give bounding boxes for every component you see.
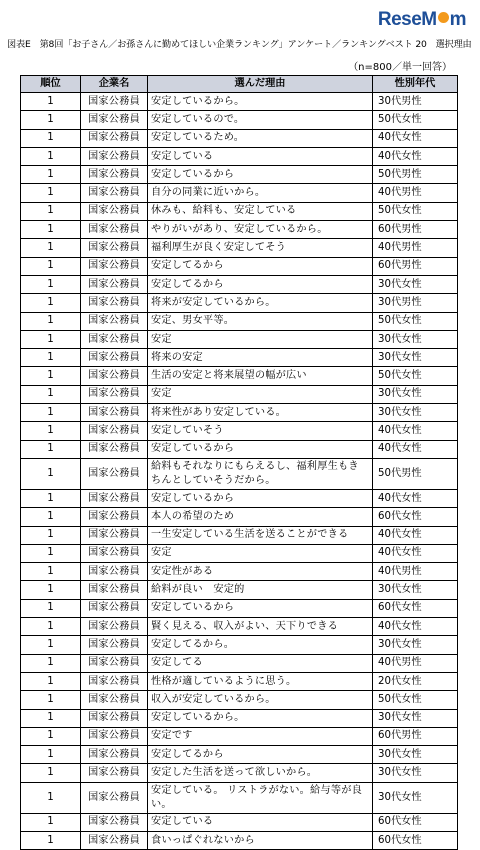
sexage-cell: 40代男性 — [373, 239, 458, 257]
company-cell: 国家公務員 — [81, 275, 148, 293]
reason-cell: 一生安定している生活を送ることができる — [148, 526, 373, 544]
rank-cell: 1 — [21, 129, 81, 147]
sexage-cell: 60代男性 — [373, 257, 458, 275]
sexage-cell: 60代女性 — [373, 599, 458, 617]
reason-cell: 安定 — [148, 330, 373, 348]
company-cell: 国家公務員 — [81, 489, 148, 507]
reason-cell: 安定 — [148, 544, 373, 562]
company-cell: 国家公務員 — [81, 636, 148, 654]
company-cell: 国家公務員 — [81, 257, 148, 275]
table-row — [21, 184, 458, 202]
rank-cell: 1 — [21, 581, 81, 599]
rank-cell: 1 — [21, 526, 81, 544]
company-cell: 国家公務員 — [81, 709, 148, 727]
table-row — [21, 257, 458, 275]
rank-cell: 1 — [21, 813, 81, 831]
reason-cell: 賢く見える、収入がよい、天下りできる — [148, 618, 373, 636]
table-row — [21, 239, 458, 257]
company-cell: 国家公務員 — [81, 147, 148, 165]
reason-cell: 安定しているから — [148, 599, 373, 617]
reason-cell: 安定しているから。 — [148, 709, 373, 727]
sexage-cell: 40代女性 — [373, 526, 458, 544]
table-row — [21, 581, 458, 599]
reason-cell: 給料が良い 安定的 — [148, 581, 373, 599]
sample-note: （n=800／単一回答） — [348, 62, 452, 73]
rank-cell: 1 — [21, 489, 81, 507]
sexage-cell: 50代女性 — [373, 202, 458, 220]
reason-cell: 安定しているので。 — [148, 111, 373, 129]
company-cell: 国家公務員 — [81, 312, 148, 330]
header-sexage: 性別年代 — [373, 76, 458, 93]
reasons-table — [20, 75, 458, 850]
rank-cell: 1 — [21, 458, 81, 489]
rank-cell: 1 — [21, 202, 81, 220]
company-cell: 国家公務員 — [81, 654, 148, 672]
company-cell: 国家公務員 — [81, 422, 148, 440]
sexage-cell: 50代女性 — [373, 312, 458, 330]
reason-cell: 将来性があり安定している。 — [148, 404, 373, 422]
reason-cell: 安定しているから — [148, 440, 373, 458]
table-row — [21, 672, 458, 690]
reason-cell: 安定しているから。 — [148, 93, 373, 111]
sexage-cell: 30代男性 — [373, 294, 458, 312]
table-row — [21, 221, 458, 239]
company-cell: 国家公務員 — [81, 349, 148, 367]
company-cell: 国家公務員 — [81, 458, 148, 489]
rank-cell: 1 — [21, 727, 81, 745]
company-cell: 国家公務員 — [81, 508, 148, 526]
table-row — [21, 166, 458, 184]
sexage-cell: 40代女性 — [373, 147, 458, 165]
table-row — [21, 508, 458, 526]
sexage-cell: 30代女性 — [373, 330, 458, 348]
company-cell: 国家公務員 — [81, 294, 148, 312]
rank-cell: 1 — [21, 404, 81, 422]
company-cell: 国家公務員 — [81, 764, 148, 782]
reason-cell: 安定しているから — [148, 489, 373, 507]
table-row — [21, 813, 458, 831]
sexage-cell: 30代女性 — [373, 709, 458, 727]
rank-cell: 1 — [21, 385, 81, 403]
sexage-cell: 40代女性 — [373, 422, 458, 440]
table-row — [21, 349, 458, 367]
figure-title: 図表E 第8回「お子さん／お孫さんに勤めてほしい企業ランキング」アンケート／ランキングベスト 20 選択理由 — [7, 39, 472, 50]
rank-cell: 1 — [21, 367, 81, 385]
reason-cell: 休みも、給料も、安定している — [148, 202, 373, 220]
sexage-cell: 60代男性 — [373, 221, 458, 239]
rank-cell: 1 — [21, 312, 81, 330]
company-cell: 国家公務員 — [81, 330, 148, 348]
company-cell: 国家公務員 — [81, 831, 148, 849]
rank-cell: 1 — [21, 330, 81, 348]
reason-cell: 将来の安定 — [148, 349, 373, 367]
sexage-cell: 30代女性 — [373, 746, 458, 764]
rank-cell: 1 — [21, 275, 81, 293]
company-cell: 国家公務員 — [81, 239, 148, 257]
sexage-cell: 50代男性 — [373, 458, 458, 489]
sexage-cell: 50代女性 — [373, 111, 458, 129]
table-row — [21, 709, 458, 727]
logo-text: ReseM m — [377, 9, 466, 30]
company-cell: 国家公務員 — [81, 440, 148, 458]
rank-cell: 1 — [21, 782, 81, 813]
rank-cell: 1 — [21, 563, 81, 581]
table-row — [21, 764, 458, 782]
header-company: 企業名 — [81, 76, 148, 93]
reason-cell: 安定していそう — [148, 422, 373, 440]
company-cell: 国家公務員 — [81, 618, 148, 636]
rank-cell: 1 — [21, 599, 81, 617]
rank-cell: 1 — [21, 221, 81, 239]
company-cell: 国家公務員 — [81, 93, 148, 111]
company-cell: 国家公務員 — [81, 526, 148, 544]
sexage-cell: 30代女性 — [373, 764, 458, 782]
sexage-cell: 40代男性 — [373, 563, 458, 581]
header-rank: 順位 — [21, 76, 81, 93]
sexage-cell: 30代女性 — [373, 782, 458, 813]
table-row — [21, 312, 458, 330]
reason-cell: 安定しているため。 — [148, 129, 373, 147]
table-row — [21, 831, 458, 849]
company-cell: 国家公務員 — [81, 672, 148, 690]
table-header-row — [21, 76, 458, 93]
sexage-cell: 30代女性 — [373, 385, 458, 403]
sexage-cell: 40代男性 — [373, 654, 458, 672]
table-row — [21, 618, 458, 636]
reason-cell: 安定です — [148, 727, 373, 745]
rank-cell: 1 — [21, 764, 81, 782]
reason-cell: 自分の同業に近いから。 — [148, 184, 373, 202]
reason-cell: 安定しているから — [148, 166, 373, 184]
sexage-cell: 60代女性 — [373, 508, 458, 526]
table-row — [21, 563, 458, 581]
table-row — [21, 654, 458, 672]
table-row — [21, 526, 458, 544]
rank-cell: 1 — [21, 422, 81, 440]
rank-cell: 1 — [21, 111, 81, 129]
rank-cell: 1 — [21, 654, 81, 672]
company-cell: 国家公務員 — [81, 782, 148, 813]
company-cell: 国家公務員 — [81, 385, 148, 403]
rank-cell: 1 — [21, 166, 81, 184]
sexage-cell: 40代女性 — [373, 440, 458, 458]
reason-cell: 安定した生活を送って欲しいから。 — [148, 764, 373, 782]
sexage-cell: 40代女性 — [373, 489, 458, 507]
reason-cell: 将来が安定しているから。 — [148, 294, 373, 312]
reason-cell: 安定してるから — [148, 275, 373, 293]
rank-cell: 1 — [21, 257, 81, 275]
reason-cell: 性格が適しているように思う。 — [148, 672, 373, 690]
rank-cell: 1 — [21, 672, 81, 690]
reason-cell: 安定している。 リストラがない。給与等が良い。 — [148, 782, 373, 813]
rank-cell: 1 — [21, 147, 81, 165]
table-row — [21, 147, 458, 165]
sexage-cell: 20代女性 — [373, 672, 458, 690]
company-cell: 国家公務員 — [81, 166, 148, 184]
sexage-cell: 40代女性 — [373, 544, 458, 562]
reason-cell: 給料もそれなりにもらえるし、福利厚生もきちんとしていそうだから。 — [148, 458, 373, 489]
table-row — [21, 275, 458, 293]
reason-cell: 収入が安定しているから。 — [148, 691, 373, 709]
sexage-cell: 30代女性 — [373, 349, 458, 367]
rank-cell: 1 — [21, 239, 81, 257]
sexage-cell: 30代男性 — [373, 93, 458, 111]
company-cell: 国家公務員 — [81, 581, 148, 599]
table-row — [21, 367, 458, 385]
rank-cell: 1 — [21, 544, 81, 562]
table-row — [21, 422, 458, 440]
company-cell: 国家公務員 — [81, 404, 148, 422]
sexage-cell: 30代女性 — [373, 636, 458, 654]
reason-cell: 食いっぱぐれないから — [148, 831, 373, 849]
rank-cell: 1 — [21, 746, 81, 764]
table-body — [21, 93, 458, 850]
header-reason: 選んだ理由 — [148, 76, 373, 93]
company-cell: 国家公務員 — [81, 813, 148, 831]
logo-o-mark — [438, 12, 449, 23]
sexage-cell: 30代女性 — [373, 404, 458, 422]
table-row — [21, 294, 458, 312]
table-row — [21, 636, 458, 654]
table-row — [21, 599, 458, 617]
sexage-cell: 60代男性 — [373, 727, 458, 745]
reason-cell: 福利厚生が良く安定してそう — [148, 239, 373, 257]
table-row — [21, 746, 458, 764]
table-row — [21, 93, 458, 111]
sexage-cell: 30代女性 — [373, 581, 458, 599]
sexage-cell: 40代女性 — [373, 618, 458, 636]
table-row — [21, 129, 458, 147]
sexage-cell: 40代女性 — [373, 129, 458, 147]
reason-cell: 安定している — [148, 147, 373, 165]
table-row — [21, 544, 458, 562]
company-cell: 国家公務員 — [81, 129, 148, 147]
sexage-cell: 40代男性 — [373, 184, 458, 202]
reason-cell: 安定してる — [148, 654, 373, 672]
sexage-cell: 60代女性 — [373, 813, 458, 831]
table-row — [21, 330, 458, 348]
sexage-cell: 50代女性 — [373, 691, 458, 709]
reason-cell: 安定してるから — [148, 746, 373, 764]
rank-cell: 1 — [21, 440, 81, 458]
table-row — [21, 782, 458, 813]
rank-cell: 1 — [21, 93, 81, 111]
sexage-cell: 30代女性 — [373, 275, 458, 293]
rank-cell: 1 — [21, 349, 81, 367]
table-row — [21, 404, 458, 422]
company-cell: 国家公務員 — [81, 691, 148, 709]
sexage-cell: 60代女性 — [373, 831, 458, 849]
reason-cell: 安定してるから — [148, 257, 373, 275]
company-cell: 国家公務員 — [81, 111, 148, 129]
rank-cell: 1 — [21, 831, 81, 849]
company-cell: 国家公務員 — [81, 544, 148, 562]
resemom-logo — [378, 6, 466, 34]
rank-cell: 1 — [21, 618, 81, 636]
rank-cell: 1 — [21, 184, 81, 202]
table-row — [21, 458, 458, 489]
table-row — [21, 385, 458, 403]
sexage-cell: 50代男性 — [373, 166, 458, 184]
table-row — [21, 202, 458, 220]
company-cell: 国家公務員 — [81, 727, 148, 745]
table-row — [21, 691, 458, 709]
sexage-cell: 50代女性 — [373, 367, 458, 385]
company-cell: 国家公務員 — [81, 367, 148, 385]
company-cell: 国家公務員 — [81, 184, 148, 202]
table-row — [21, 440, 458, 458]
company-cell: 国家公務員 — [81, 746, 148, 764]
rank-cell: 1 — [21, 691, 81, 709]
reason-cell: 安定している — [148, 813, 373, 831]
company-cell: 国家公務員 — [81, 221, 148, 239]
rank-cell: 1 — [21, 709, 81, 727]
rank-cell: 1 — [21, 636, 81, 654]
rank-cell: 1 — [21, 294, 81, 312]
reason-cell: 生活の安定と将来展望の幅が広い — [148, 367, 373, 385]
rank-cell: 1 — [21, 508, 81, 526]
reason-cell: 本人の希望のため — [148, 508, 373, 526]
table-row — [21, 727, 458, 745]
company-cell: 国家公務員 — [81, 599, 148, 617]
reason-cell: やりがいがあり、安定しているから。 — [148, 221, 373, 239]
company-cell: 国家公務員 — [81, 563, 148, 581]
reason-cell: 安定してるから。 — [148, 636, 373, 654]
reason-cell: 安定、男女平等。 — [148, 312, 373, 330]
reason-cell: 安定 — [148, 385, 373, 403]
company-cell: 国家公務員 — [81, 202, 148, 220]
reason-cell: 安定性がある — [148, 563, 373, 581]
table-row — [21, 111, 458, 129]
table-row — [21, 489, 458, 507]
